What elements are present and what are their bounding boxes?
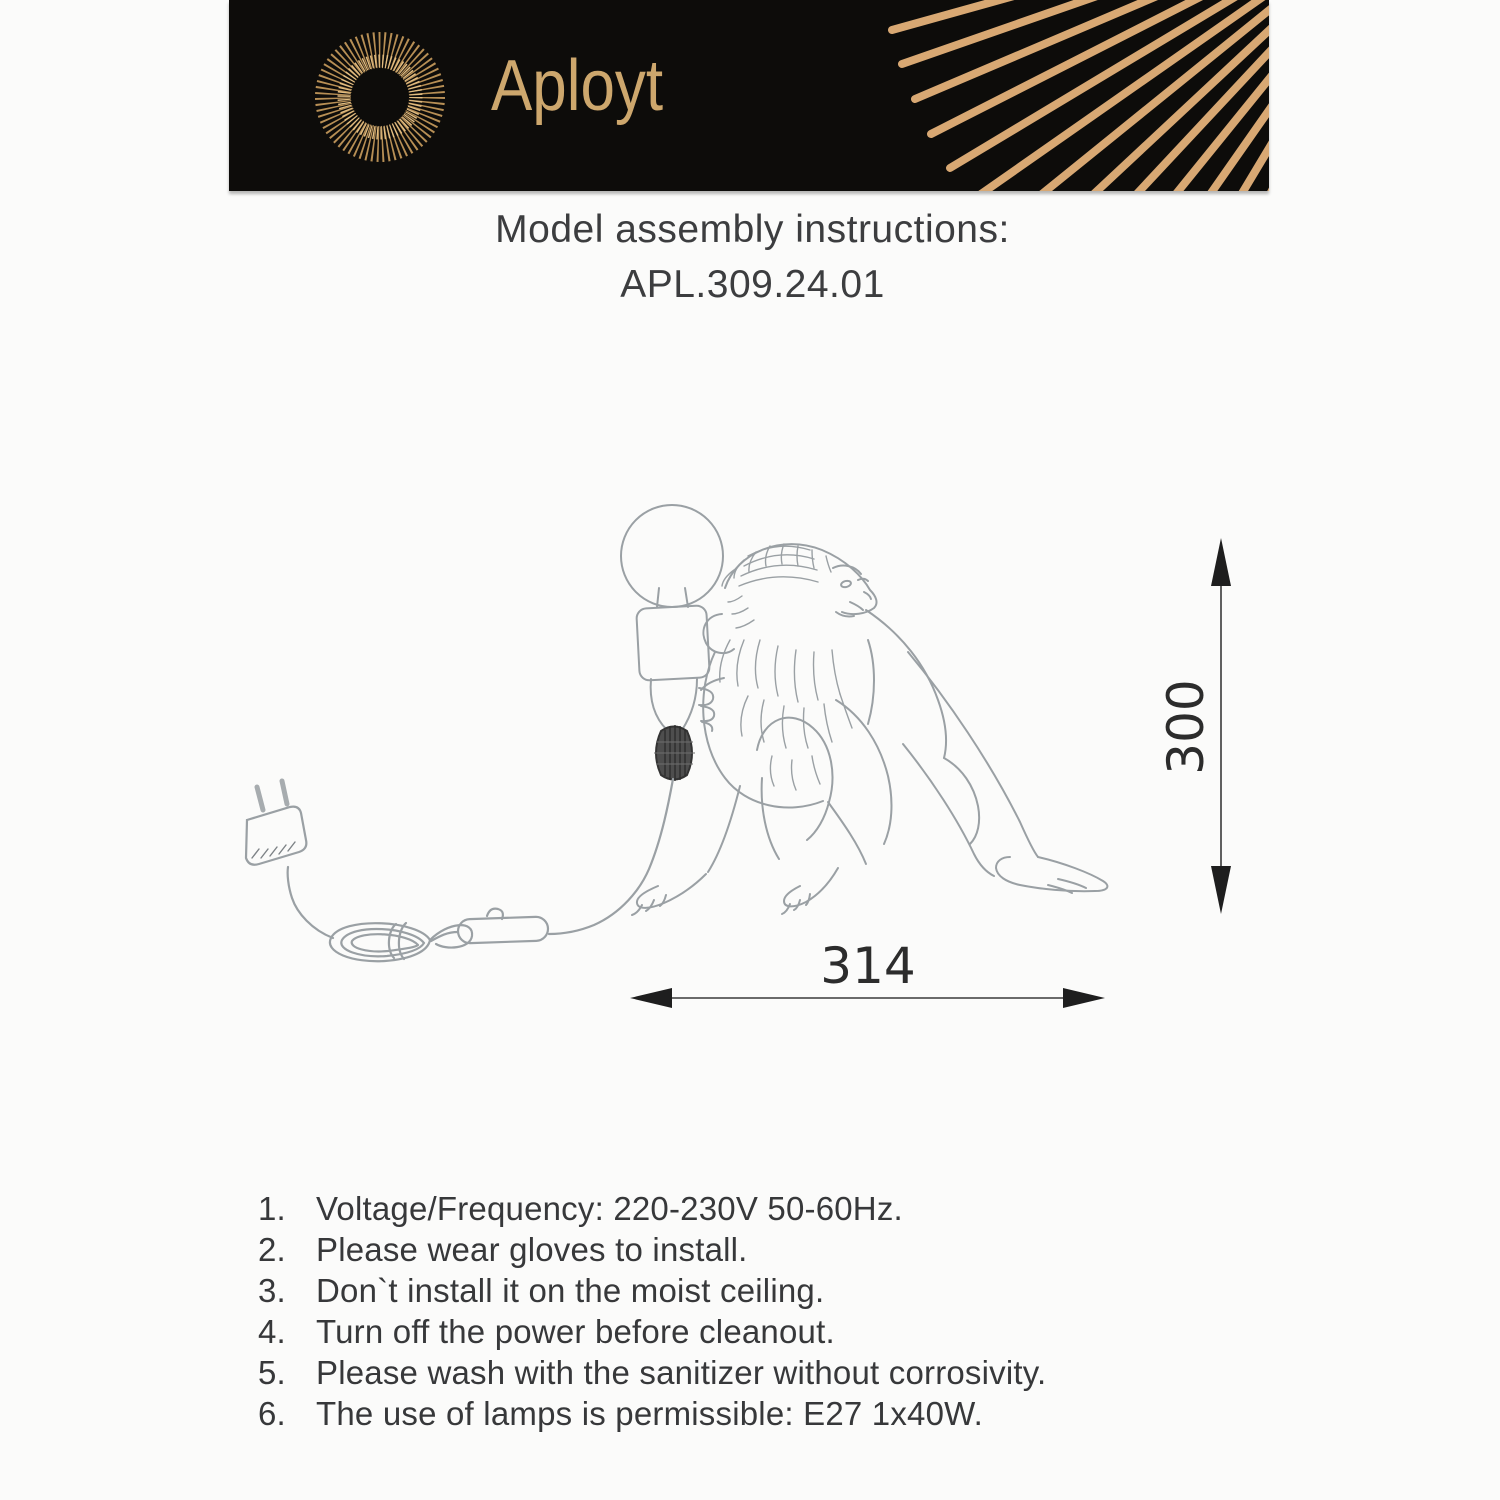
monkey-crown-fur (722, 544, 831, 628)
monkey-haunch (836, 700, 891, 844)
list-item-number: 3. (258, 1272, 286, 1309)
monkey-hand-fingers (699, 688, 714, 731)
monkey-leg-inner (903, 744, 994, 876)
list-item-text: Voltage/Frequency: 220-230V 50-60Hz. (316, 1190, 903, 1227)
list-item-text: Please wash with the sanitizer without corrosivity. (316, 1354, 1047, 1391)
monkey-figure (632, 544, 1107, 915)
list-item-text: Please wear gloves to install. (316, 1231, 748, 1268)
monkey-mane-outline (703, 652, 823, 808)
monkey-right-paw (784, 868, 838, 906)
width-arrow-left (630, 988, 672, 1008)
list-item-number: 4. (258, 1313, 286, 1350)
bulb-neck (657, 588, 688, 607)
cord-coil-to-plug (288, 867, 333, 938)
brand-name: Aployt (491, 46, 664, 126)
list-item (258, 1270, 1308, 1311)
height-arrow-top (1211, 538, 1231, 586)
monkey-shin (762, 778, 779, 859)
bulb (621, 505, 723, 607)
list-item (258, 1188, 1308, 1229)
width-dimension (630, 937, 1105, 1008)
width-dimension-label: 314 (820, 937, 916, 995)
height-dimension-label: 300 (1157, 679, 1215, 775)
plug (246, 781, 306, 865)
socket (636, 605, 710, 681)
monkey-leg-outer (908, 652, 1038, 857)
monkey-neck-edge (868, 640, 874, 724)
monkey-belly-line (828, 802, 866, 864)
list-item-number: 1. (258, 1190, 286, 1227)
list-item-text: Turn off the power before cleanout. (316, 1313, 835, 1350)
list-item-number: 5. (258, 1354, 286, 1391)
list-item-number: 6. (258, 1395, 286, 1432)
list-item-text: The use of lamps is permissible: E27 1x40W. (316, 1395, 984, 1432)
lamp-assembly (621, 505, 724, 731)
lamp-holder (651, 679, 697, 730)
cord-grip-knob (654, 725, 695, 781)
cord-from-lamp (549, 779, 673, 934)
monkey-bent-knee (757, 718, 832, 840)
height-arrow-bottom (1211, 866, 1231, 914)
page-title: Model assembly instructions: (495, 208, 1010, 251)
plug-body (246, 807, 306, 865)
monkey-eye (840, 580, 851, 588)
model-number: APL.309.24.01 (620, 263, 885, 306)
width-arrow-right (1063, 988, 1105, 1008)
list-item (258, 1229, 1308, 1270)
plug-prongs (257, 781, 287, 810)
monkey-chest-line (708, 786, 740, 872)
list-item-number: 2. (258, 1231, 286, 1268)
power-cord-assembly (246, 779, 673, 961)
list-item (258, 1352, 1308, 1393)
height-dimension (1157, 538, 1231, 914)
list-item-text: Don`t install it on the moist ceiling. (316, 1272, 825, 1309)
monkey-left-paw (637, 874, 706, 908)
instruction-list (258, 1188, 1308, 1434)
list-item (258, 1393, 1308, 1434)
list-item (258, 1311, 1308, 1352)
cable-coil (330, 923, 472, 961)
